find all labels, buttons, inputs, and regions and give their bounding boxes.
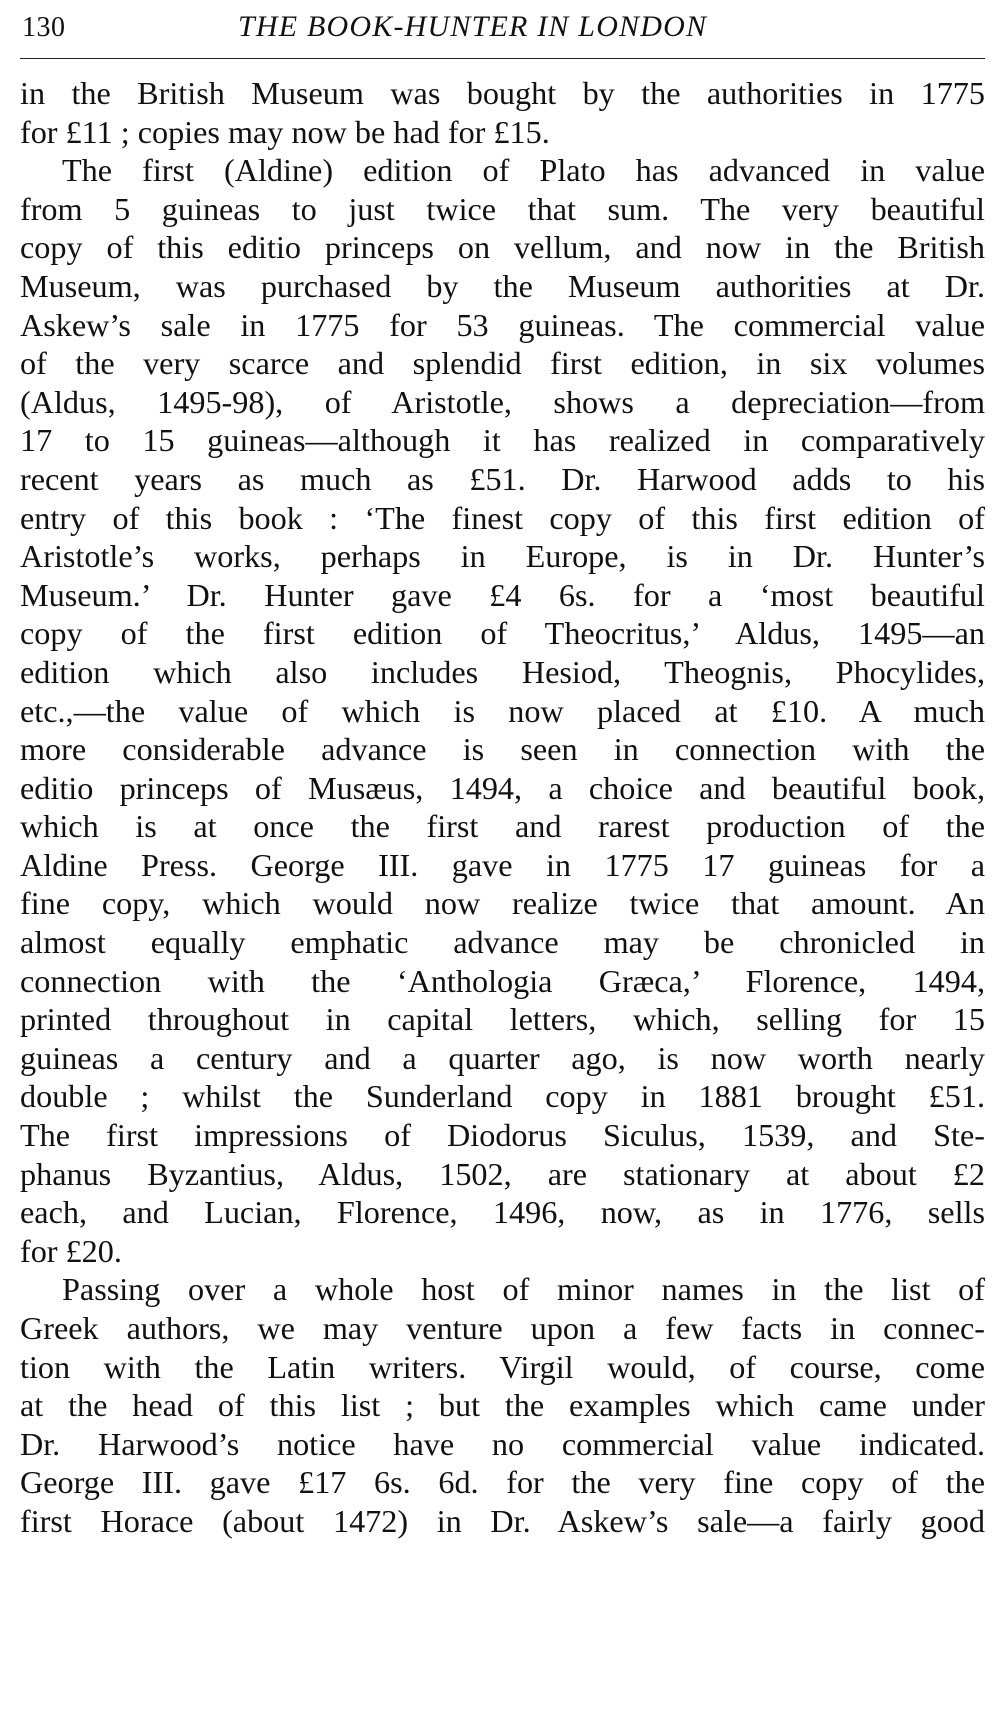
text-line: Askew’s sale in 1775 for 53 guineas. The commercial value [20, 306, 985, 343]
page-number: 130 [22, 12, 66, 43]
text-line: at the head of this list ; but the examples which came under [20, 1387, 985, 1424]
text-line: in the British Museum was bought by the authorities in 1775 [20, 75, 985, 111]
text-line: guineas a century and a quarter ago, is now worth nearly [20, 1039, 985, 1076]
text-line: Dr. Harwood’s notice have no commercial value indicated. [20, 1425, 985, 1462]
text-line: Greek authors, we may venture upon a few facts in connec- [20, 1310, 985, 1346]
text-line: copy of the first edition of Theocritus,’ Aldus, 1495—an [20, 615, 985, 652]
text-line: double ; whilst the Sunderland copy in 1881 brought £51. [20, 1078, 985, 1115]
text-line: Passing over a whole host of minor names in the list of [62, 1271, 985, 1308]
text-line: almost equally emphatic advance may be chronicled in [20, 924, 985, 961]
header-rule [20, 58, 985, 59]
body-text [20, 74, 985, 1541]
text-line: for £11 ; copies may now be had for £15. [20, 113, 550, 150]
text-line: Aristotle’s works, perhaps in Europe, is in Dr. Hunter’s [20, 538, 985, 575]
text-line: each, and Lucian, Florence, 1496, now, as in 1776, sells [20, 1194, 985, 1231]
text-line: printed throughout in capital letters, which, selling for 15 [20, 1001, 985, 1038]
text-line: of the very scarce and splendid first edition, in six volumes [20, 345, 985, 382]
text-line: for £20. [20, 1232, 122, 1269]
text-line: (Aldus, 1495-98), of Aristotle, shows a depreciation—from [20, 383, 985, 420]
book-page [20, 0, 985, 1730]
text-line: edition which also includes Hesiod, Theognis, Phocylides, [20, 653, 985, 690]
text-line: which is at once the first and rarest production of the [20, 808, 985, 845]
text-line: etc.,—the value of which is now placed at £10. A much [20, 692, 985, 729]
text-line: phanus Byzantius, Aldus, 1502, are stationary at about £2 [20, 1155, 985, 1192]
text-line: connection with the ‘Anthologia Græca,’ Florence, 1494, [20, 962, 985, 999]
text-line: fine copy, which would now realize twice that amount. An [20, 885, 985, 922]
text-line: The first impressions of Diodorus Siculus, 1539, and Ste- [20, 1117, 985, 1154]
text-line: recent years as much as £51. Dr. Harwood adds to his [20, 460, 985, 497]
text-line: Museum.’ Dr. Hunter gave £4 6s. for a ‘most beautiful [20, 576, 985, 613]
text-line: The first (Aldine) edition of Plato has advanced in value [62, 152, 985, 189]
text-line: first Horace (about 1472) in Dr. Askew’s sale—a fairly good [20, 1502, 985, 1539]
running-title: THE BOOK-HUNTER IN LONDON [238, 10, 708, 43]
text-line: entry of this book : ‘The finest copy of this first edition of [20, 499, 985, 536]
text-line: from 5 guineas to just twice that sum. The very beautiful [20, 190, 985, 227]
text-line: Museum, was purchased by the Museum authorities at Dr. [20, 267, 985, 304]
text-line: George III. gave £17 6s. 6d. for the very fine copy of the [20, 1464, 985, 1501]
text-line: Aldine Press. George III. gave in 1775 17 guineas for a [20, 846, 985, 883]
text-line: more considerable advance is seen in connection with the [20, 731, 985, 768]
running-head [20, 0, 985, 60]
text-line: copy of this editio princeps on vellum, and now in the British [20, 229, 985, 266]
text-line: tion with the Latin writers. Virgil would, of course, come [20, 1348, 985, 1385]
text-line: 17 to 15 guineas—although it has realized in comparatively [20, 422, 985, 459]
text-line: editio princeps of Musæus, 1494, a choice and beautiful book, [20, 769, 985, 806]
